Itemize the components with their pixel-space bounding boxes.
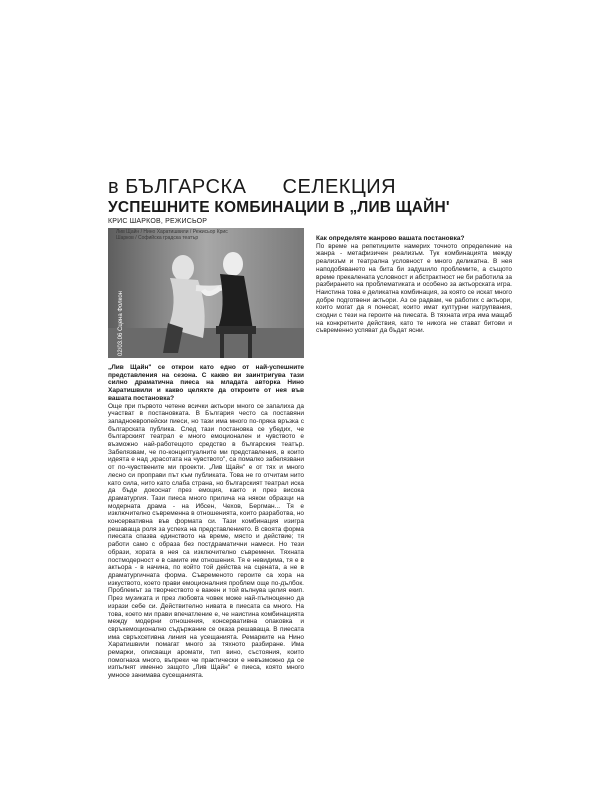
article-column-1: [108, 364, 304, 680]
article-byline: КРИС ШАРКОВ, РЕЖИСЬОР: [108, 218, 208, 225]
interview-answer-2: По време на репетициите намерих точното определение на жанра - метафизичен реализъм. Тук комбинацията между реализъм и театрална условност е много деликатна. В нея наподобяването на бита би задушило проблемите, а същото време прекалената условност и абстрактност не би работила за разбирането на проблематиката и особено за актьорската игра. Наистина това е деликатна комбинация, за която се искат много добре подготвени актьори. Аз се радвам, че работих с актьори, които могат да я понесат, които имат културни натрупвания, сходни с тези на героите на пиесата. В тяхната игра има мащаб на конкретните действия, като те никога не стават битови и съвременно успяват да бъдат ясни.: [316, 242, 512, 335]
photo-credit: 02/03.06 Сцена Фолкон: [118, 291, 124, 356]
article-column-2: [316, 228, 512, 335]
interview-answer-1: Още при първото четене всички актьори много се запалиха да участват в постановката. В България често са поставяни западноевропейски пиеси, но тази има много по-пряка връзка с българската публика. След тази постановка се убедих, че българският театрал е много емоционален и чувството е възможно най-работещото средство в българския театър. Забелязвам, че по-концептуалните ми представления, в които идеята е над „красотата на чувството", са помалко забелязвани от по-чувствените ми проекти. „Лив Щайн" е от тях и много лесно си проправи път към публиката. Това не го отчитам нито като сила, нито като слаба страна, но българският театрал иска да бъде докоснат през емоция, както и през висока драматургия. Тази пиеса много прилича на някои образци на модерната драма - на Ибсен, Чехов, Бергман... Тя е изключително съвременна в отношенията, които разработва, но консервативна във формата си. Тази комбинация изигра решаваща роля за успеха на представлението. В своята форма пиесата спазва единството на време, място и действие; тя работи само с образа без постдраматични намеси. Но тези образи, хората в нея са изключително съвремени. Тяхната постмодерност е в самите им отношения. Тя е невидима, тя е в актьора - в начина, по който той действа на сцената, а не в драматургичната форма. Съвременото героите са хора на изкуството, което прави емоционалния проблем още по-дълбок. Проблемът за творчеството е важен и той вълнува целия екип. През музиката и през любовта човек може най-пълноценно да изрази себе си. Действително нивата в пиесата са много. На това, което ми прави впечатление е, че наистина комбинацията между модерни отношения, консервативна опаковка и свръхемоционално съдържание се оказа решаваща. В пиесата има свръхсетивна линия на усещанията. Ремарките на Нино Харатишвили помагат много за тяхното разбиране. Има ремарки, описващи аромати, тип вино, състояния, които помогнаха много, въпреки че практически е невъзможно да се изпълнят именно защото „Лив Щайн" е пиеса, която много умносе занимава сусещанията.: [108, 402, 304, 680]
section-heading: [108, 176, 508, 199]
photo-caption: Лив Щайн / Нино Харатишвили / Режисьор Крис Шарков / Софийска градска театър: [116, 229, 228, 241]
section-prefix: в: [108, 176, 120, 198]
section-word-2: СЕЛЕКЦИЯ: [282, 176, 397, 198]
section-word-1: БЪЛГАРСКА: [125, 176, 247, 198]
article-title: УСПЕШНИТЕ КОМБИНАЦИИ В „ЛИВ ЩАЙН': [108, 199, 450, 216]
interview-question-2: Как определяте жанрово вашата постановка?: [316, 235, 465, 242]
stage-photo: [108, 228, 304, 358]
interview-question-1: „Лив Щайн" се открои като едно от най-успешните представления на сезона. С какво ви заинтригува тази силно драматична пиеса на младата авторка Нино Харатишвили и какво целяхте да откроите от нея във вашата постановка?: [108, 364, 304, 402]
stage-photo-illustration: [108, 228, 304, 358]
